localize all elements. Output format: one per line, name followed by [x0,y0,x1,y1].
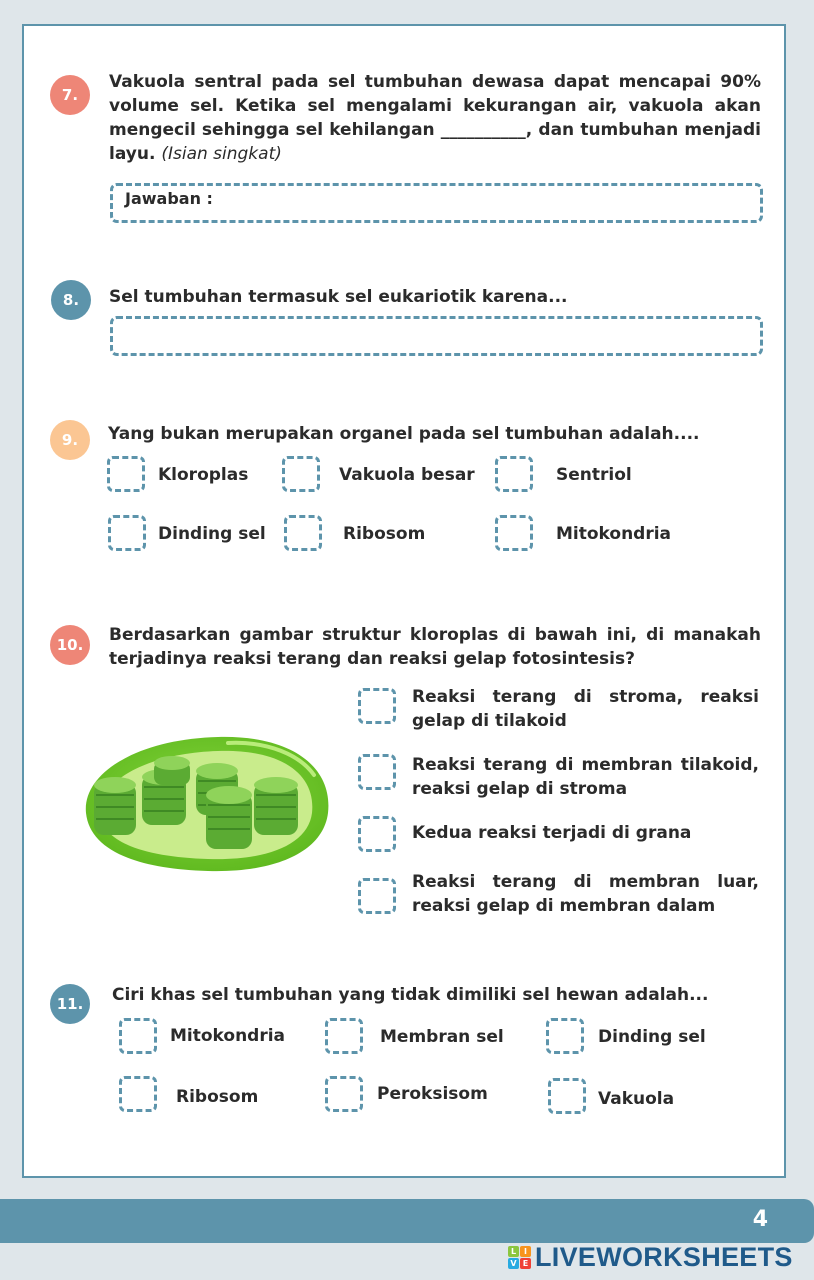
q9-option-3-label: Sentriol [556,465,632,485]
q10-option-1-checkbox[interactable] [358,688,396,724]
q9-option-2-checkbox[interactable] [282,456,320,492]
liveworksheets-brand[interactable] [508,1240,793,1274]
question-11-text: Ciri khas sel tumbuhan yang tidak dimiliki sel hewan adalah... [112,985,709,1005]
granum-stack-6 [254,777,298,835]
question-7-text [109,70,761,166]
question-7-number: 7. [50,75,90,115]
q11-option-6-checkbox[interactable] [548,1078,586,1114]
q9-option-3-checkbox[interactable] [495,456,533,492]
answer-label: Jawaban : [125,189,213,208]
q10-option-3-checkbox[interactable] [358,816,396,852]
question-11-number: 11. [50,984,90,1024]
page-footer-bar [0,1199,814,1243]
q11-option-3-checkbox[interactable] [546,1018,584,1054]
question-8-number: 8. [51,280,91,320]
question-7-answer-field[interactable] [110,183,763,223]
q10-option-3-label: Kedua reaksi terjadi di grana [412,823,692,843]
q9-option-5-checkbox[interactable] [284,515,322,551]
logo-letter-i: I [520,1246,531,1257]
q11-option-4-checkbox[interactable] [119,1076,157,1112]
q9-option-5-label: Ribosom [343,524,426,544]
granum-stack-5 [206,786,252,849]
q11-option-6-label: Vakuola [598,1089,675,1109]
q11-option-2-label: Membran sel [380,1027,504,1047]
chloroplast-illustration [78,733,334,875]
q9-option-4-label: Dinding sel [158,524,266,544]
q9-option-1-checkbox[interactable] [107,456,145,492]
liveworksheets-logo-icon [508,1246,531,1269]
question-8-answer-field[interactable] [110,316,763,356]
logo-letter-e: E [520,1258,531,1269]
q9-option-6-checkbox[interactable] [495,515,533,551]
logo-letter-l: L [508,1246,519,1257]
q11-option-5-checkbox[interactable] [325,1076,363,1112]
q10-option-2-checkbox[interactable] [358,754,396,790]
q9-option-6-label: Mitokondria [556,524,672,544]
q9-option-2-label: Vakuola besar [339,465,475,485]
question-10-text: Berdasarkan gambar struktur kloroplas di bawah ini, di manakah terjadinya reaksi terang dan reaksi gelap fotosintesis? [109,625,761,669]
question-7-prompt: Vakuola sentral pada sel tumbuhan dewasa dapat mencapai 90% volume sel. Ketika sel mengalami kekurangan air, vakuola akan mengecil sehingga sel kehilangan __________, dan tumbuhan menjadi layu. [109,72,761,164]
q11-option-5-label: Peroksisom [377,1084,488,1104]
q11-option-1-label: Mitokondria [170,1026,286,1046]
q11-option-2-checkbox[interactable] [325,1018,363,1054]
q10-option-2-label: Reaksi terang di membran tilakoid, reaksi gelap di stroma [412,755,759,799]
brand-wordmark: LIVEWORKSHEETS [535,1241,793,1272]
question-8-text: Sel tumbuhan termasuk sel eukariotik karena... [109,287,568,307]
page-number: 4 [752,1207,768,1232]
logo-letter-v: V [508,1258,519,1269]
q10-option-4-checkbox[interactable] [358,878,396,914]
q10-option-1-label: Reaksi terang di stroma, reaksi gelap di tilakoid [412,687,759,731]
q11-option-3-label: Dinding sel [598,1027,706,1047]
q10-option-4-label: Reaksi terang di membran luar, reaksi gelap di membran dalam [412,872,759,916]
question-9-number: 9. [50,420,90,460]
q11-option-1-checkbox[interactable] [119,1018,157,1054]
q11-option-4-label: Ribosom [176,1087,259,1107]
question-10-number: 10. [50,625,90,665]
granum-stack-3 [154,756,190,785]
q9-option-4-checkbox[interactable] [108,515,146,551]
question-7-hint: (Isian singkat) [161,144,282,164]
q9-option-1-label: Kloroplas [158,465,249,485]
granum-stack-1 [94,777,136,835]
question-9-text: Yang bukan merupakan organel pada sel tumbuhan adalah.... [108,424,700,444]
